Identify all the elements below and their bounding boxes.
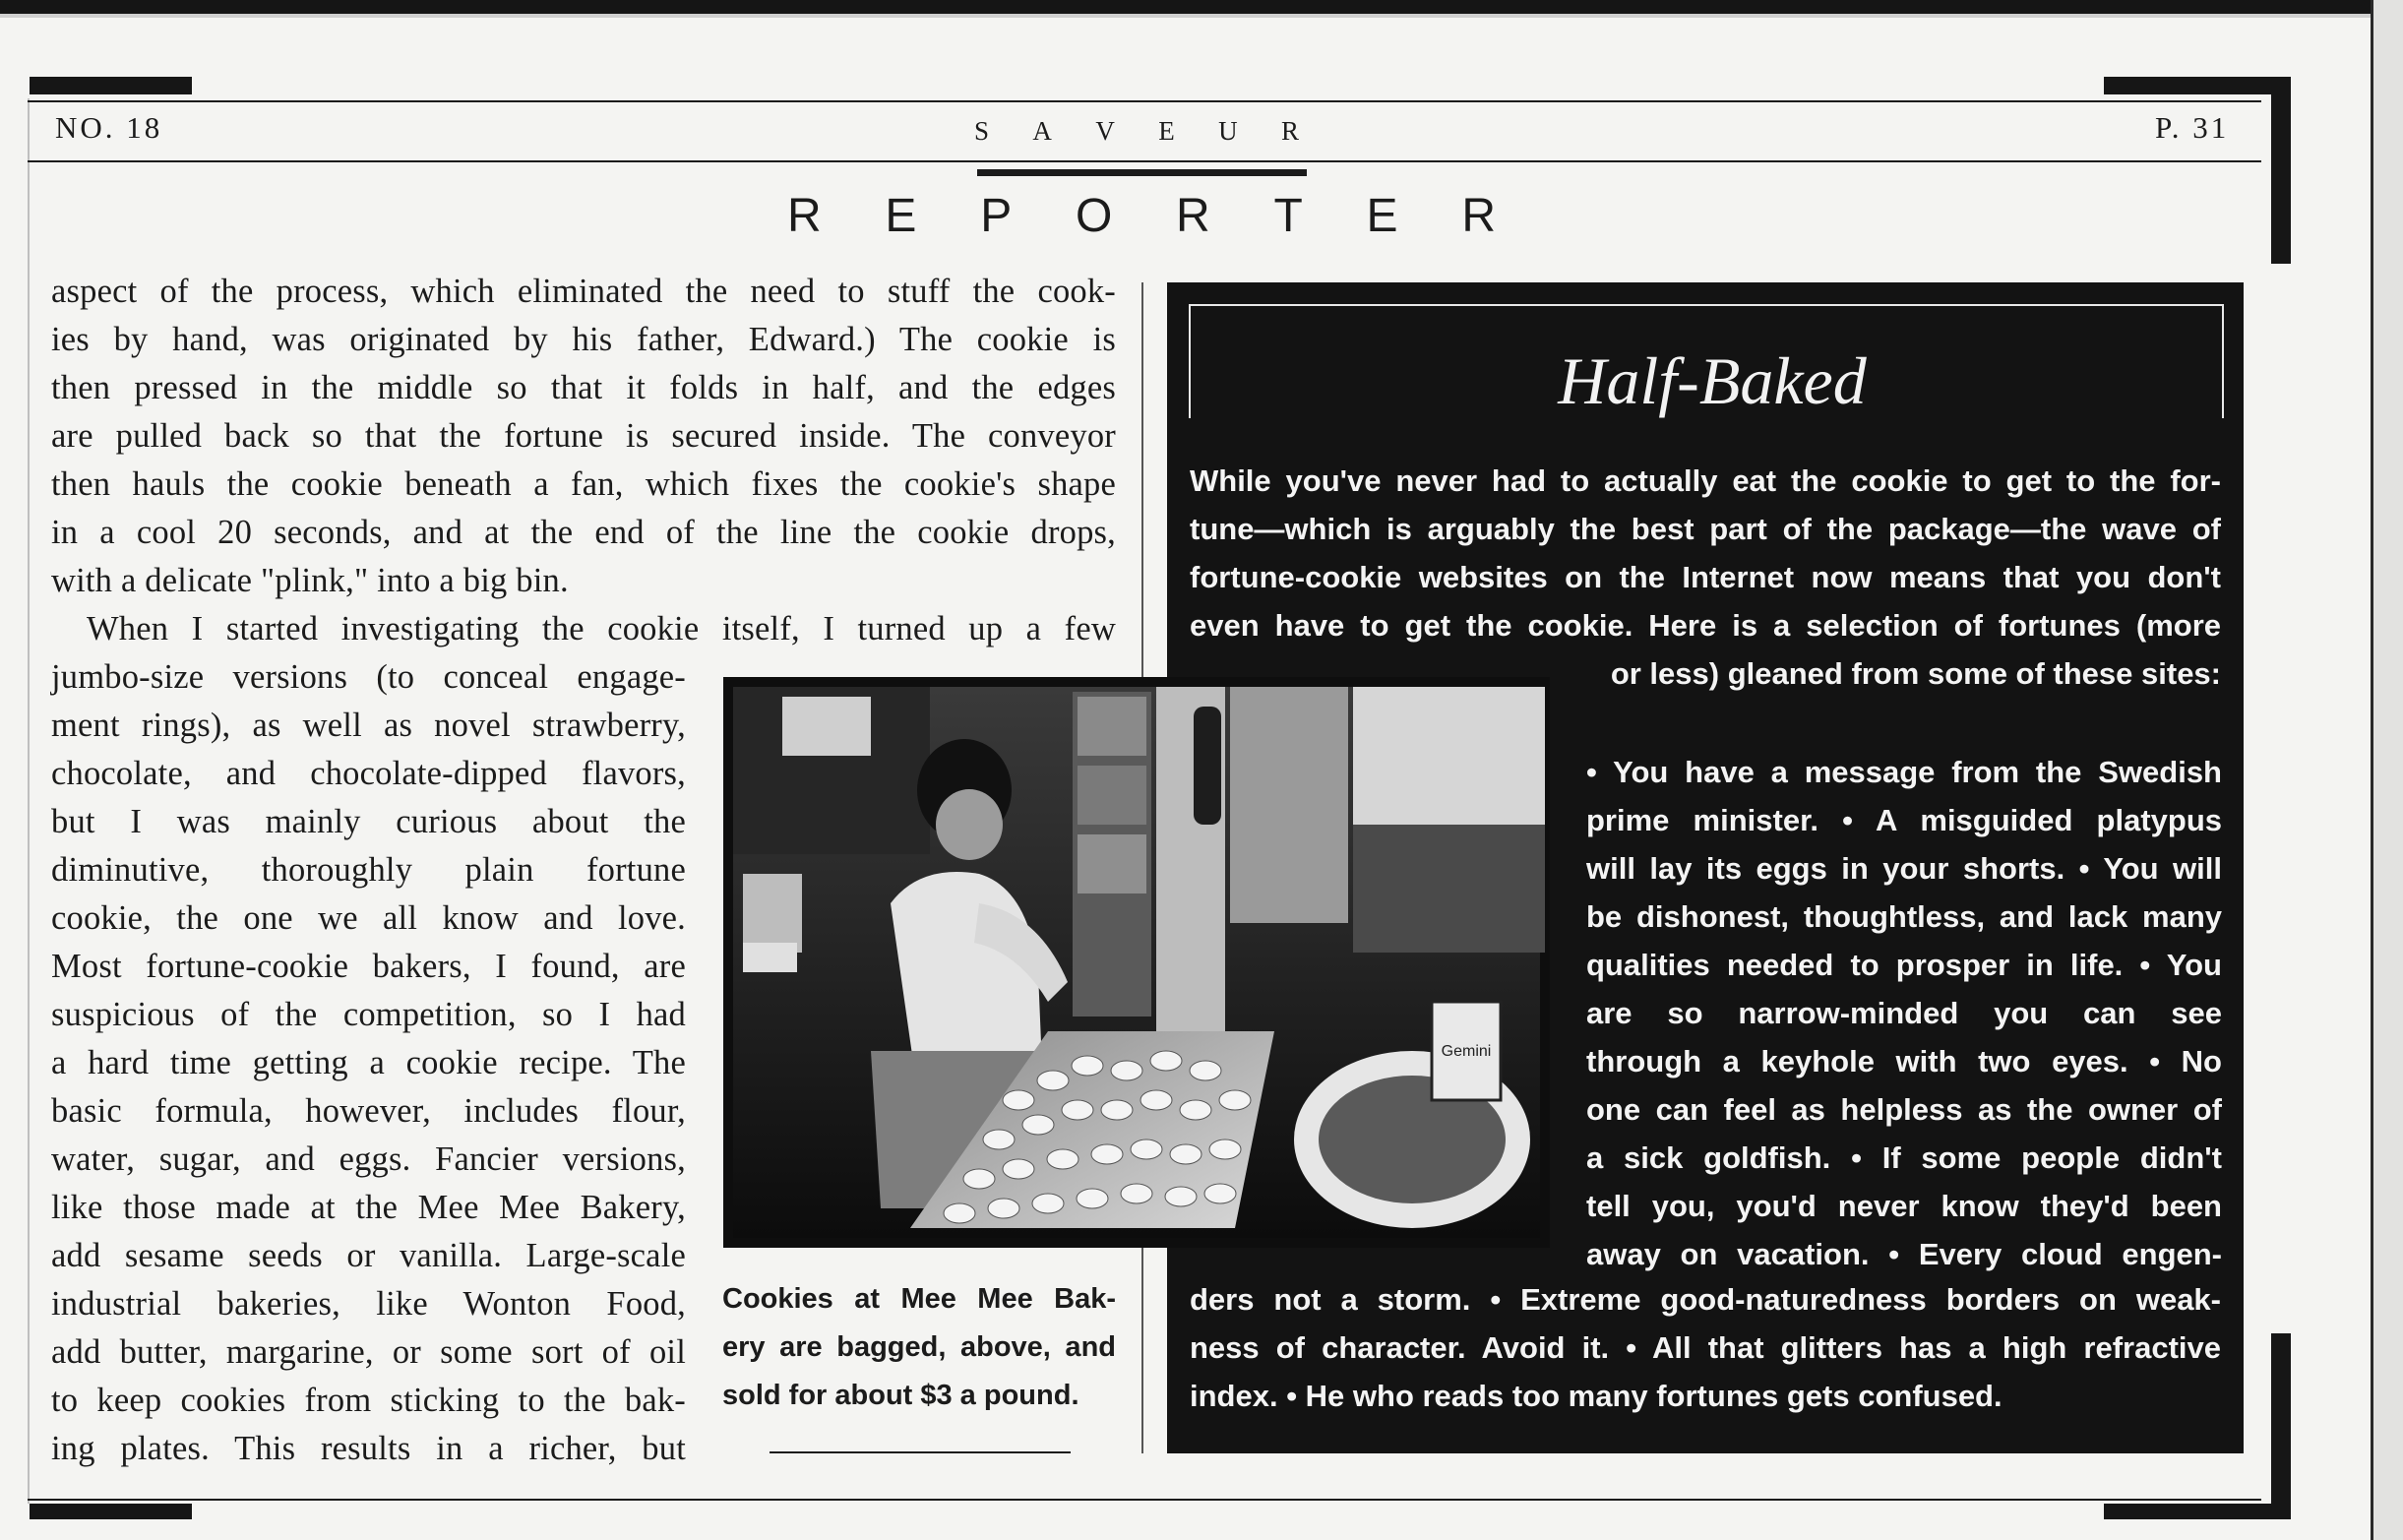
machine-sign-text: Gemini: [1441, 1043, 1492, 1060]
caption-line: sold for about $3 a pound.: [722, 1380, 1079, 1411]
article-line: diminutive, thoroughly plain fortune: [51, 851, 686, 889]
article-line: add sesame seeds or vanilla. Large-scale: [51, 1237, 686, 1274]
sidebar-line: even have to get the cookie. Here is a selection of fortunes (more: [1190, 608, 2221, 643]
article-line: ing plates. This results in a richer, but: [51, 1430, 686, 1467]
fortune-line: ness of character. Avoid it. • All that glitters has a high refractive: [1190, 1330, 2221, 1365]
magazine-letter: R: [1280, 116, 1299, 146]
bakery-photo-illustration: [723, 677, 1550, 1248]
article-line: a hard time getting a cookie recipe. The: [51, 1044, 686, 1081]
article-line: jumbo-size versions (to conceal engage-: [51, 658, 686, 696]
magazine-name: [974, 116, 1299, 147]
bakery-photo: [723, 677, 1550, 1248]
scan-top-band: [0, 0, 2403, 14]
section-letter: R: [787, 190, 822, 242]
section-letter: O: [1075, 190, 1113, 242]
fortune-line: ders not a storm. • Extreme good-naturedness borders on weak-: [1190, 1282, 2221, 1317]
sidebar-fortunes-wide: [1190, 1275, 2221, 1420]
crop-mark-top-right-h: [2104, 77, 2291, 94]
caption-rule: [770, 1451, 1071, 1453]
sidebar-intro: [1190, 457, 2221, 698]
magazine-letter: S: [974, 116, 990, 146]
fortune-line: a sick goldfish. • If some people didn't: [1586, 1140, 2222, 1175]
article-line: then hauls the cookie beneath a fan, which fixes the cookie's shape: [51, 465, 1116, 503]
fortune-line: • You have a message from the Swedish: [1586, 755, 2222, 789]
sidebar-line: tune—which is arguably the best part of the package—the wave of: [1190, 512, 2221, 546]
masthead-underline: [977, 169, 1307, 176]
article-line: ment rings), as well as novel strawberry,: [51, 707, 686, 744]
section-letter: E: [1366, 190, 1398, 242]
scan-right-edge: [2371, 0, 2403, 1540]
sidebar-line: While you've never had to actually eat the cookie to get to the for-: [1190, 463, 2221, 498]
sidebar-line: fortune-cookie websites on the Internet now means that you don't: [1190, 560, 2221, 594]
article-line: but I was mainly curious about the: [51, 803, 686, 840]
fortune-line: away on vacation. • Every cloud engen-: [1586, 1237, 2222, 1271]
magazine-letter: A: [1032, 116, 1052, 146]
article-line: When I started investigating the cookie itself, I turned up a few: [87, 610, 1116, 647]
fortune-line: be dishonest, thoughtless, and lack many: [1586, 899, 2222, 934]
article-line: like those made at the Mee Mee Bakery,: [51, 1189, 686, 1226]
sidebar-fortunes: [1586, 748, 2222, 1278]
section-letter: T: [1273, 190, 1303, 242]
section-letter: P: [980, 190, 1013, 242]
section-letter: R: [1461, 190, 1496, 242]
article-line: add butter, margarine, or some sort of oil: [51, 1333, 686, 1371]
magazine-letter: V: [1095, 116, 1115, 146]
fortune-line: will lay its eggs in your shorts. • You will: [1586, 851, 2222, 886]
section-title: [787, 189, 1496, 243]
fortune-line: prime minister. • A misguided platypus: [1586, 803, 2222, 837]
article-line: in a cool 20 seconds, and at the end of the line the cookie drops,: [51, 514, 1116, 551]
sidebar-title: Half-Baked: [1558, 343, 1867, 418]
crop-mark-top-left: [30, 77, 192, 94]
page-bottom-rule: [28, 1499, 2261, 1501]
magazine-letter: U: [1218, 116, 1238, 146]
issue-number: NO. 18: [55, 110, 163, 145]
article-line: water, sugar, and eggs. Fancier versions,: [51, 1140, 686, 1178]
crop-mark-bottom-left: [30, 1504, 192, 1519]
page-number: P. 31: [2155, 110, 2230, 145]
header-bottom-rule: [28, 160, 2261, 162]
article-line: suspicious of the competition, so I had: [51, 996, 686, 1033]
article-line: with a delicate "plink," into a big bin.: [51, 562, 569, 599]
caption-line: Cookies at Mee Mee Bak-: [722, 1283, 1116, 1315]
caption-line: ery are bagged, above, and: [722, 1331, 1116, 1363]
fortune-line: one can feel as helpless as the owner of: [1586, 1092, 2222, 1127]
scan-top-band-edge: [0, 14, 2403, 18]
article-body-wide: [51, 268, 1116, 653]
fortune-line: index. • He who reads too many fortunes gets confused.: [1190, 1379, 2002, 1413]
article-line: to keep cookies from sticking to the bak-: [51, 1382, 686, 1419]
fortune-line: tell you, you'd never know they'd been: [1586, 1189, 2222, 1223]
section-letter: E: [885, 190, 917, 242]
photo-caption: [722, 1275, 1116, 1420]
fortune-line: are so narrow-minded you can see: [1586, 996, 2222, 1030]
crop-mark-bottom-right-h: [2104, 1504, 2291, 1519]
article-line: Most fortune-cookie bakers, I found, are: [51, 948, 686, 985]
fortune-line: through a keyhole with two eyes. • No: [1586, 1044, 2222, 1078]
magazine-letter: E: [1158, 116, 1175, 146]
sidebar-line: or less) gleaned from some of these sites:: [1610, 656, 2221, 691]
article-line: are pulled back so that the fortune is secured inside. The conveyor: [51, 417, 1116, 455]
article-line: industrial bakeries, like Wonton Food,: [51, 1285, 686, 1323]
fortune-line: qualities needed to prosper in life. • You: [1586, 948, 2222, 982]
article-line: then pressed in the middle so that it folds in half, and the edges: [51, 369, 1116, 406]
header-top-rule: [28, 100, 2261, 102]
article-body-narrow: [51, 653, 686, 1473]
article-line: chocolate, and chocolate-dipped flavors,: [51, 755, 686, 792]
section-letter: R: [1176, 190, 1210, 242]
article-line: basic formula, however, includes flour,: [51, 1092, 686, 1130]
article-line: aspect of the process, which eliminated the need to stuff the cook-: [51, 273, 1116, 310]
article-line: cookie, the one we all know and love.: [51, 899, 686, 937]
article-line: ies by hand, was originated by his father, Edward.) The cookie is: [51, 321, 1116, 358]
